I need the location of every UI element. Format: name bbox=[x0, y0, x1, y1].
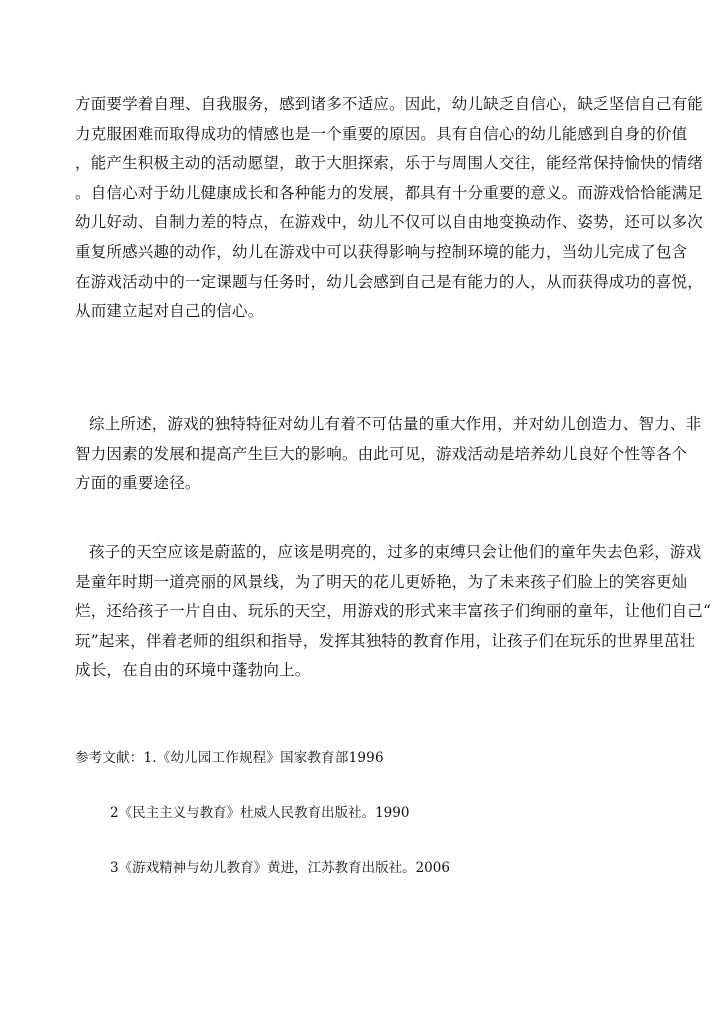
paragraph-3-line: 烂，还给孩子一片自由、玩乐的天空，用游戏的形式来丰富孩子们绚丽的童年，让他们自己“ bbox=[75, 602, 712, 621]
reference-item-1: 参考文献：1.《幼儿园工作规程》国家教育部1996 bbox=[75, 750, 384, 766]
paragraph-2-line: 智力因素的发展和提高产生巨大的影响。由此可见，游戏活动是培养幼儿良好个性等各个 bbox=[75, 444, 688, 463]
paragraph-2-line: 方面的重要途径。 bbox=[75, 474, 201, 493]
paragraph-3-line: 成长，在自由的环境中蓬勃向上。 bbox=[75, 661, 311, 680]
paragraph-3-line: 玩”起来，伴着老师的组织和指导，发挥其独特的教育作用，让孩子们在玩乐的世界里茁壮 bbox=[75, 631, 696, 650]
references-title bbox=[75, 744, 650, 774]
paragraph-3-line: 是童年时期一道亮丽的风景线，为了明天的花儿更娇艳，为了未来孩子们脸上的笑容更灿 bbox=[75, 572, 688, 591]
paragraph-1-line: 从而建立起对自己的信心。 bbox=[75, 302, 264, 321]
paragraph-1-line: 在游戏活动中的一定课题与任务时，幼儿会感到自己是有能力的人，从而获得成功的喜悦， bbox=[75, 272, 704, 291]
paragraph-1-line: 。自信心对于幼儿健康成长和各种能力的发展，都具有十分重要的意义。而游戏恰恰能满足 bbox=[75, 183, 704, 202]
reference-item-2: 2《民主主义与教育》杜威人民教育出版社。1990 bbox=[110, 805, 410, 821]
paragraph-1 bbox=[75, 90, 704, 327]
paragraph-3 bbox=[75, 538, 712, 686]
paragraph-2-line: 综上所述，游戏的独特特征对幼儿有着不可估量的重大作用，并对幼儿创造力、智力、非 bbox=[89, 415, 702, 433]
paragraph-1-line: 幼儿好动、自制力差的特点，在游戏中，幼儿不仅可以自由地变换动作、姿势，还可以多次 bbox=[75, 213, 704, 232]
paragraph-1-line: ，能产生积极主动的活动愿望，敢于大胆探索，乐于与周围人交往，能经常保持愉快的情绪 bbox=[75, 154, 704, 173]
reference-item-3: 3《游戏精神与幼儿教育》黄进，江苏教育出版社。2006 bbox=[110, 860, 450, 876]
paragraph-1-line: 方面要学着自理、自我服务，感到诸多不适应。因此，幼儿缺乏自信心，缺乏坚信自己有能 bbox=[75, 95, 704, 113]
paragraph-2 bbox=[75, 410, 702, 499]
paragraph-3-line: 孩子的天空应该是蔚蓝的，应该是明亮的，过多的束缚只会让他们的童年失去色彩，游戏 bbox=[89, 543, 702, 561]
paragraph-1-line: 重复所感兴趣的动作，幼儿在游戏中可以获得影响与控制环境的能力，当幼儿完成了包含 bbox=[75, 242, 688, 261]
paragraph-1-line: 力克服困难而取得成功的情感也是一个重要的原因。具有自信心的幼儿能感到自身的价值 bbox=[75, 124, 688, 143]
